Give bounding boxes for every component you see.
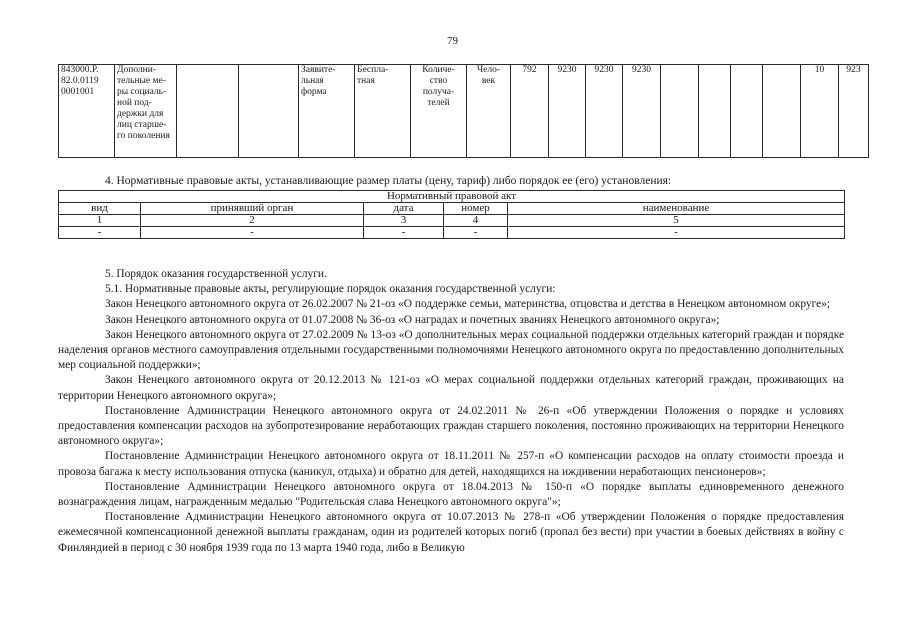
paragraph: Закон Ненецкого автономного округа от 27.02.2009 № 13-оз «О дополнительных мерах социальной поддержки отдельных категорий граждан и порядке наделения органов местного самоуправления отдельными государственными полномочиями Ненецкого автономного округа по предоставлению дополнительных мер социальной поддержки»; [58,328,844,372]
section-4-title: 4. Нормативные правовые акты, устанавливающие размер платы (цену, тариф) либо порядок ее (его) установления: [105,175,672,187]
paragraph: Постановление Администрации Ненецкого автономного округа от 18.11.2011 № 257-п «О компенсации расходов на оплату стоимости проезда и провоза багажа к месту использования отпуска (каникул, отдыха) и обратно для детей, находящихся на иждивении неработающих пенсионеров»; [58,450,844,478]
paragraph: Постановление Администрации Ненецкого автономного округа от 10.07.2013 № 278-п «Об утверждении Положения о порядке предоставления ежемесячной компенсационной денежной выплаты гражданам, один из родителей которых погиб (пропал без вести) при участии в боевых действиях в войну с Финляндией в период с 30 ноября 1939 года по 13 марта 1940 года, либо в Великую [58,511,844,554]
table-row [59,65,869,158]
column-number: 4 [444,215,508,227]
deviation-cell: 10 [801,65,839,158]
registry-code-cell: 843000.Р. 82.0.0119 0001001 [59,65,115,158]
column-header: наименование [508,203,845,215]
table-cell [699,65,731,158]
table-cell: 923 [839,65,869,158]
table-header-row [59,191,845,203]
section-5 [58,267,844,556]
service-name-cell: Дополни- тельные ме- ры социаль- ной под- держки для лиц старше- го поколения [115,65,177,158]
indicator-cell: Количе- ство получа- телей [411,65,467,158]
table-cell: - [364,227,444,239]
paragraph: Закон Ненецкого автономного округа от 20.12.2013 № 121-оз «О мерах социальной поддержки отдельных категорий граждан, проживающих на территории Ненецкого автономного округа»; [58,374,844,402]
group-header: Нормативный правовой акт [59,191,845,203]
table-cell [177,65,239,158]
table-cell: - [141,227,364,239]
form-cell: Заявите- льная форма [299,65,355,158]
table-header-row [59,203,845,215]
column-header: номер [444,203,508,215]
okei-cell: 792 [511,65,549,158]
section-5-title: 5. Порядок оказания государственной услуги. [105,268,327,280]
value-cell: 9230 [586,65,623,158]
table-cell: - [508,227,845,239]
table-cell [661,65,699,158]
column-header: вид [59,203,141,215]
column-number: 1 [59,215,141,227]
table-cell [763,65,801,158]
page-number: 79 [447,35,458,47]
table-row [59,227,845,239]
unit-cell: Чело- век [467,65,511,158]
table-cell [731,65,763,158]
column-number: 2 [141,215,364,227]
column-header: принявший орган [141,203,364,215]
section-5-1-title: 5.1. Нормативные правовые акты, регулирующие порядок оказания государственной услуги: [105,283,556,296]
table-cell: - [59,227,141,239]
paragraph: Постановление Администрации Ненецкого автономного округа от 24.02.2011 № 26-п «Об утверждении Положения о порядке и условиях предоставления компенсации расходов на зубопротезирование неработающих граждан старшего поколения, постоянно проживающих на территории Ненецкого автономного округа»; [58,404,844,448]
paragraph: Постановление Администрации Ненецкого автономного округа от 18.04.2013 № 150-п «О порядке выплаты единовременного денежного вознаграждения лицам, награжденным медалью "Родительская слава Ненецкого автономного округа"»; [58,480,844,509]
table-cell: - [444,227,508,239]
column-number: 3 [364,215,444,227]
table-row [59,215,845,227]
paragraph: Закон Ненецкого автономного округа от 01.07.2008 № 36-оз «О наградах и почетных званиях Ненецкого автономного округа»; [105,313,720,326]
service-volume-table [58,64,869,158]
value-cell: 9230 [623,65,661,158]
table-cell [239,65,299,158]
column-number: 5 [508,215,845,227]
column-header: дата [364,203,444,215]
legal-acts-table [58,190,845,239]
paragraph: Закон Ненецкого автономного округа от 26.02.2007 № 21-оз «О поддержке семьи, материнства, отцовства и детства в Ненецком автономном округе»; [105,298,831,311]
payment-cell: Беспла- тная [355,65,411,158]
value-cell: 9230 [549,65,586,158]
